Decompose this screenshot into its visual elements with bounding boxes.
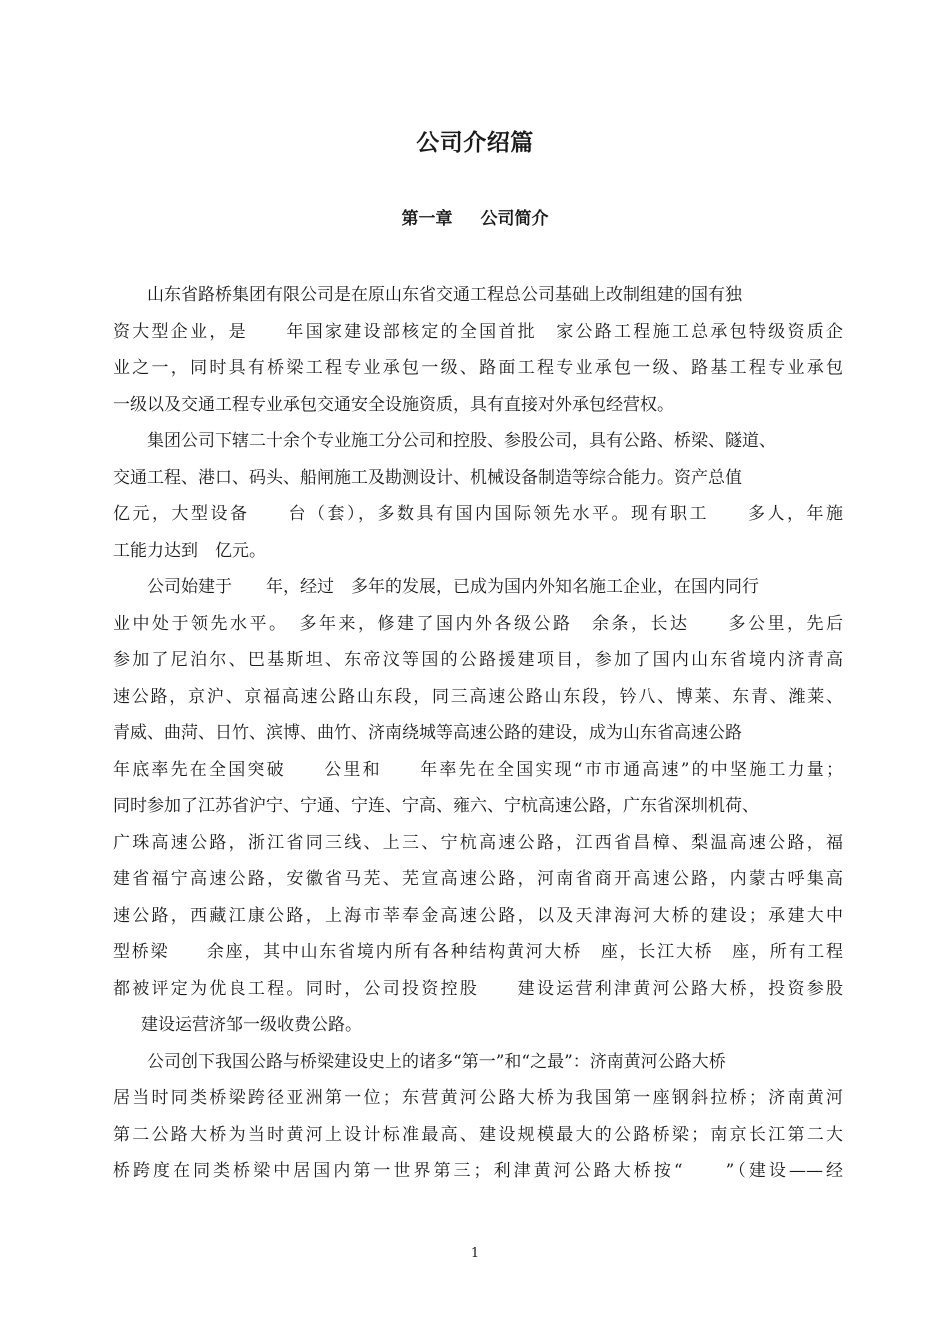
text-line: 公司始建于 年，经过 多年的发展，已成为国内外知名施工企业，在国内同行 <box>147 577 759 597</box>
text-line: 业中处于领先水平。 多年来，修建了国内外各级公路 余条，长达 多公里，先后 <box>113 613 843 634</box>
text-line: 建设运营济邹一级收费公路。 <box>141 1015 362 1035</box>
text-line: 都被评定为优良工程。同时，公司投资控股 建设运营利津黄河公路大桥，投资参股 <box>113 978 843 999</box>
text-line: 工能力达到 亿元。 <box>113 540 266 561</box>
text-line: 桥跨度在同类桥梁中居国内第一世界第三；利津黄河公路大桥按“ ”（建设——经 <box>113 1161 843 1181</box>
text-line: 亿元，大型设备 台（套），多数具有国内国际领先水平。现有职工 多人，年施 <box>113 504 843 524</box>
text-line: 青威、曲菏、日竹、滨博、曲竹、济南绕城等高速公路的建设，成为山东省高速公路 <box>113 723 742 743</box>
text-line: 居当时同类桥梁跨径亚洲第一位；东营黄河公路大桥为我国第一座钢斜拉桥；济南黄河 <box>113 1088 843 1108</box>
text-line: 广珠高速公路，浙江省同三线、上三、宁杭高速公路，江西省昌樟、梨温高速公路，福 <box>113 832 843 853</box>
text-line: 型桥梁 余座，其中山东省境内所有各种结构黄河大桥 座，长江大桥 座，所有工程 <box>113 942 843 962</box>
chapter-heading <box>0 205 950 233</box>
text-line: 速公路，京沪、京福高速公路山东段，同三高速公路山东段，钤八、博莱、东青、潍莱、 <box>113 686 843 707</box>
page-number: 1 <box>470 1246 480 1261</box>
text-line: 年底率先在全国突破 公里和 年率先在全国实现“市市通高速”的中坚施工力量； <box>113 759 843 780</box>
text-line: 一级以及交通工程专业承包交通安全设施资质，具有直接对外承包经营权。 <box>113 394 674 415</box>
body-text <box>113 277 843 1190</box>
page-title: 公司介绍篇 <box>416 130 534 156</box>
text-line: 第二公路大桥为当时黄河上设计标准最高、建设规模最大的公路桥梁；南京长江第二大 <box>113 1124 843 1145</box>
text-line: 公司创下我国公路与桥梁建设史上的诸多“第一”和“之最”：济南黄河公路大桥 <box>147 1051 726 1072</box>
text-line: 山东省路桥集团有限公司是在原山东省交通工程总公司基础上改制组建的国有独 <box>147 285 742 305</box>
text-line: 同时参加了江苏省沪宁、宁通、宁连、宁高、雍六、宁杭高速公路，广东省深圳机荷、 <box>113 796 759 816</box>
text-line: 速公路，西藏江康公路，上海市莘奉金高速公路，以及天津海河大桥的建设；承建大中 <box>113 905 843 926</box>
text-line: 业之一，同时具有桥梁工程专业承包一级、路面工程专业承包一级、路基工程专业承包 <box>113 358 843 378</box>
text-line: 建省福宁高速公路，安徽省马芜、芜宣高速公路，河南省商开高速公路，内蒙古呼集高 <box>113 869 843 889</box>
text-line: 资大型企业，是 年国家建设部核定的全国首批 家公路工程施工总承包特级资质企 <box>113 321 843 342</box>
text-line: 交通工程、港口、码头、船闸施工及勘测设计、机械设备制造等综合能力。资产总值 <box>113 467 742 488</box>
chapter-title: 公司简介 <box>480 209 549 229</box>
text-line: 集团公司下辖二十余个专业施工分公司和控股、参股公司，具有公路、桥梁、隧道、 <box>147 431 776 451</box>
text-line: 参加了尼泊尔、巴基斯坦、东帝汶等国的公路援建项目，参加了国内山东省境内济青高 <box>113 650 843 670</box>
chapter-label: 第一章 <box>401 209 453 229</box>
